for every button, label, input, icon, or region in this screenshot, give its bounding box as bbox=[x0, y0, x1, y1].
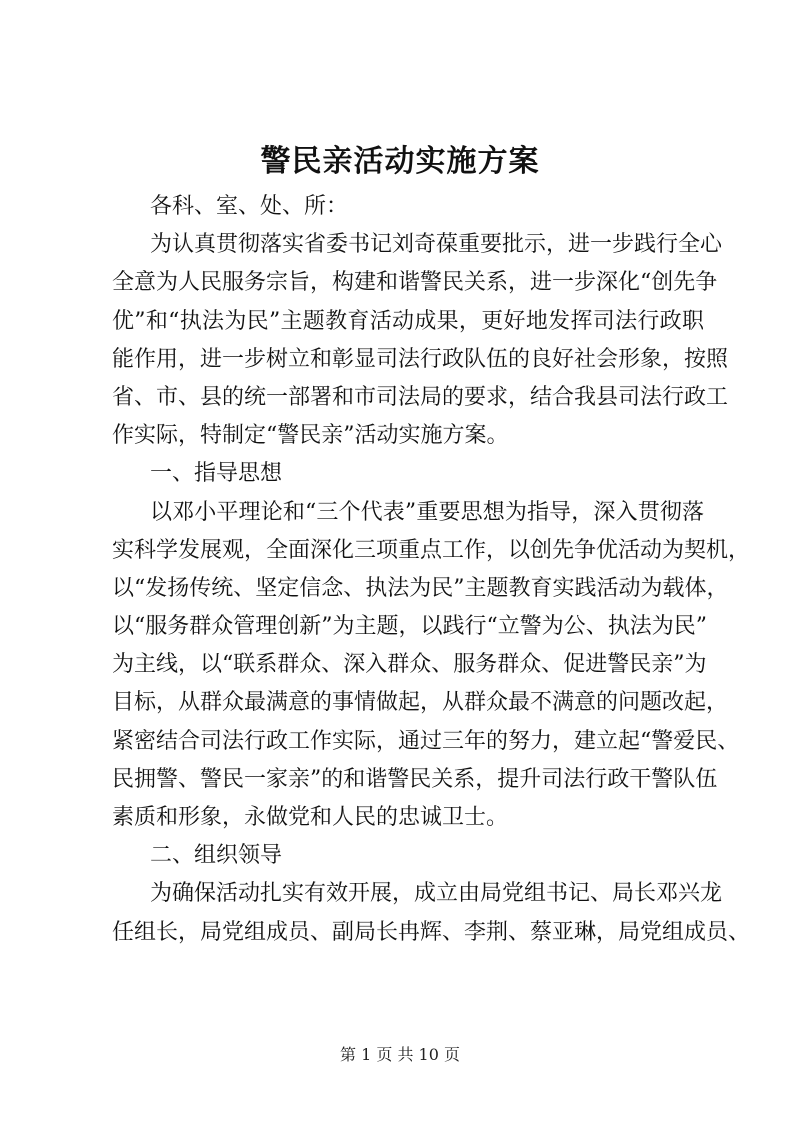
body-line: 目标，从群众最满意的事情做起，从群众最不满意的问题改起， bbox=[112, 690, 729, 716]
body-line: 民拥警、警民一家亲”的和谐警民关系，提升司法行政干警队伍 bbox=[112, 766, 718, 792]
body-line: 实科学发展观，全面深化三项重点工作，以创先争优活动为契机， bbox=[112, 537, 751, 563]
body-line: 各科、室、处、所： bbox=[150, 194, 349, 219]
body-line: 为确保活动扎实有效开展，成立由局党组书记、局长邓兴龙 bbox=[150, 881, 723, 907]
body-line: 紧密结合司法行政工作实际，通过三年的努力，建立起“警爱民、 bbox=[112, 728, 740, 754]
page-footer: 第 1 页 共 10 页 bbox=[340, 1045, 460, 1064]
document-body bbox=[112, 188, 751, 952]
body-line: 以“服务群众管理创新”为主题，以践行“立警为公、执法为民” bbox=[112, 614, 707, 640]
body-line: 一、指导思想 bbox=[150, 461, 283, 487]
body-line: 素质和形象，永做党和人民的忠诚卫士。 bbox=[112, 805, 509, 830]
body-line: 以邓小平理论和“三个代表”重要思想为指导，深入贯彻落 bbox=[150, 499, 704, 525]
body-line: 优”和“执法为民”主题教育活动成果，更好地发挥司法行政职 bbox=[112, 308, 704, 334]
body-line: 以“发扬传统、坚定信念、执法为民”主题教育实践活动为载体， bbox=[112, 575, 729, 601]
body-line: 二、组织领导 bbox=[150, 843, 283, 869]
document-title: 警民亲活动实施方案 bbox=[260, 144, 540, 179]
body-line: 能作用，进一步树立和彰显司法行政队伍的良好社会形象，按照 bbox=[112, 346, 729, 372]
body-line: 为认真贯彻落实省委书记刘奇葆重要批示，进一步践行全心 bbox=[150, 232, 723, 258]
body-line: 作实际，特制定“警民亲”活动实施方案。 bbox=[112, 423, 509, 449]
body-line: 全意为人民服务宗旨，构建和谐警民关系，进一步深化“创先争 bbox=[112, 270, 718, 296]
body-line: 省、市、县的统一部署和市司法局的要求，结合我县司法行政工 bbox=[112, 384, 729, 410]
body-line: 为主线，以“联系群众、深入群众、服务群众、促进警民亲”为 bbox=[112, 652, 707, 678]
body-line: 任组长，局党组成员、副局长冉辉、李荆、蔡亚琳，局党组成员、 bbox=[112, 919, 751, 945]
